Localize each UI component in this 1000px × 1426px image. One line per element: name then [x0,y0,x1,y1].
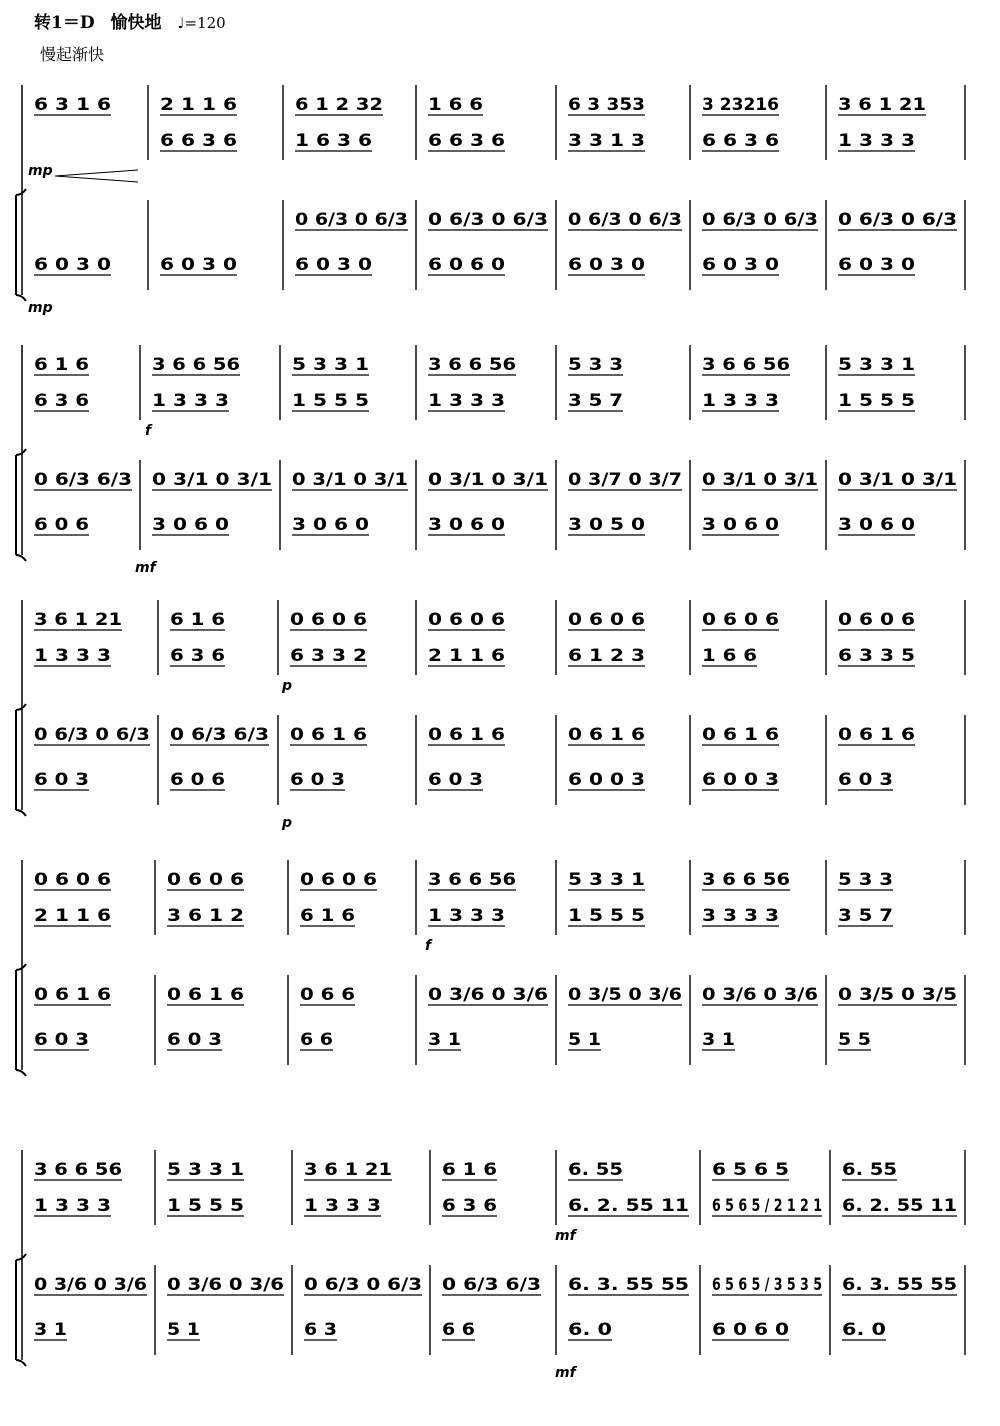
bracket [16,449,26,561]
measure-notes: 6 0 3 [838,770,893,790]
measure-notes: 1 6 6 [702,646,757,666]
measure-notes: 0 3/1 0 3/1 [428,470,548,490]
measure-notes: 1 3 3 3 [304,1196,381,1216]
measure-notes: 6 3 1 6 [34,95,111,115]
measure-notes: 2 1 1 6 [428,646,505,666]
measure-notes: 1 5 5 5 [292,391,369,411]
tempo-word: 愉快地 [110,13,162,33]
measure-notes: 0 6 0 6 [428,610,505,630]
measure-notes: 6 0 6 0 [712,1320,790,1340]
measure-notes: 5 3 3 1 [292,355,369,375]
measure-notes: 6 5 6 5 / 3 5 3 5 [712,1275,822,1295]
dynamic-mark: mf [555,1365,576,1381]
measure-notes: 0 6 0 6 [34,870,111,890]
score-system [0,855,1000,1115]
measure-notes: 3 5 7 [838,906,893,926]
measure-notes: 6. 0 [842,1320,887,1340]
dynamic-mark: mp [28,163,53,179]
measure-notes: 6 3 353 [568,95,645,115]
measure-notes: 3 0 6 0 [152,515,230,535]
measure-notes: 5 5 [838,1030,871,1050]
measure-notes: 6 0 3 [34,770,89,790]
measure-notes: 3 3 1 3 [568,131,645,151]
measure-notes: 0 6/3 0 6/3 [838,210,957,230]
measure-notes: 0 6/3 0 6/3 [34,725,150,745]
measure-notes: 3 0 5 0 [568,515,646,535]
measure-notes: 0 3/1 0 3/1 [702,470,818,490]
measure-notes: 2 1 1 6 [160,95,237,115]
measure-notes: 0 6 1 6 [702,725,779,745]
score-system [0,595,1000,855]
measure-notes: 0 6/3 0 6/3 [702,210,818,230]
measure-notes: 6 3 3 2 [290,646,367,666]
measure-notes: 6 3 6 [442,1196,497,1216]
measure-notes: 6 1 6 [300,906,355,926]
measure-notes: 6 6 3 6 [702,131,779,151]
measure-notes: 1 3 3 3 [428,906,505,926]
measure-notes: 6 5 6 5 [712,1160,789,1180]
measure-notes: 6 0 3 0 [295,255,373,275]
measure-notes: 5 3 3 1 [568,870,645,890]
score-system [0,80,1000,340]
measure-notes: 0 6 1 6 [34,985,111,1005]
dynamic-mark: f [145,423,152,439]
measure-notes: 1 5 5 5 [838,391,915,411]
bracket [16,1254,26,1366]
measure-notes: 0 6/3 0 6/3 [428,210,548,230]
measure-notes: 6 1 2 32 [295,95,383,115]
measure-notes: 6. 3. 55 55 [842,1275,957,1295]
measure-notes: 3 6 6 56 [428,870,516,890]
measure-notes: 1 3 3 3 [702,391,779,411]
measure-notes: 3 6 6 56 [152,355,240,375]
dynamic-mark: f [425,938,432,954]
measure-notes: 0 6 0 6 [167,870,244,890]
measure-notes: 6 0 3 0 [34,255,112,275]
measure-notes: 5 1 [167,1320,200,1340]
measure-notes: 6 0 3 [290,770,345,790]
key-signature: 转1＝D [34,13,95,33]
measure-notes: 6 0 0 3 [702,770,779,790]
measure-notes: 3 0 6 0 [702,515,780,535]
measure-notes: 6. 55 [568,1160,623,1180]
measure-notes: 0 6 6 [300,985,355,1005]
measure-notes: 5 1 [568,1030,601,1050]
measure-notes: 3 6 6 56 [702,355,790,375]
measure-notes: 1 3 3 3 [428,391,505,411]
dynamic-mark: mf [135,560,156,576]
measure-notes: 6 0 6 0 [428,255,506,275]
measure-notes: 6. 2. 55 11 [568,1196,689,1216]
performance-note: 慢起渐快 [40,45,105,64]
measure-notes: 0 3/1 0 3/1 [292,470,408,490]
measure-notes: 1 3 3 3 [152,391,229,411]
measure-notes: 0 6 1 6 [428,725,505,745]
measure-notes: 3 23216 [702,95,779,115]
measure-notes: 3 6 1 2 [167,906,244,926]
measure-notes: 6 0 0 3 [568,770,645,790]
measure-notes: 3 0 6 0 [292,515,370,535]
measure-notes: 0 3/6 0 3/6 [34,1275,147,1295]
measure-notes: 0 6 1 6 [167,985,244,1005]
measure-notes: 3 5 7 [568,391,623,411]
dynamic-mark: p [282,815,293,831]
measure-notes: 3 1 [34,1320,67,1340]
measure-notes: 1 6 6 [428,95,483,115]
tempo-mark: ♩=120 [177,14,226,32]
measure-notes: 3 6 1 21 [34,610,122,630]
measure-notes: 6 0 3 [428,770,483,790]
measure-notes: 6 6 [442,1320,475,1340]
measure-notes: 3 6 1 21 [304,1160,392,1180]
measure-notes: 6 0 6 [170,770,225,790]
score-system [0,1145,1000,1405]
measure-notes: 0 6 0 6 [290,610,367,630]
measure-notes: 1 3 3 3 [838,131,915,151]
bracket [16,189,26,301]
measure-notes: 6 1 6 [34,355,89,375]
measure-notes: 6 3 3 5 [838,646,915,666]
measure-notes: 3 0 6 0 [428,515,506,535]
measure-notes: 1 5 5 5 [167,1196,244,1216]
measure-notes: 0 3/7 0 3/7 [568,470,682,490]
measure-notes: 0 3/5 0 3/6 [568,985,682,1005]
measure-notes: 3 3 3 3 [702,906,779,926]
measure-notes: 0 3/1 0 3/1 [838,470,957,490]
measure-notes: 0 3/6 0 3/6 [167,1275,284,1295]
measure-notes: 6. 3. 55 55 [568,1275,689,1295]
measure-notes: 1 5 5 5 [568,906,645,926]
measure-notes: 1 3 3 3 [34,646,111,666]
measure-notes: 0 3/1 0 3/1 [152,470,272,490]
measure-notes: 0 6 1 6 [568,725,645,745]
measure-notes: 6 1 2 3 [568,646,645,666]
measure-notes: 2 1 1 6 [34,906,111,926]
measure-notes: 6 0 3 0 [702,255,780,275]
measure-notes: 0 6/3 6/3 [170,725,269,745]
score-system [0,340,1000,600]
measure-notes: 0 6 1 6 [290,725,367,745]
measure-notes: 5 3 3 1 [838,355,915,375]
measure-notes: 6 6 3 6 [160,131,237,151]
measure-notes: 3 6 6 56 [34,1160,122,1180]
measure-notes: 6 1 6 [170,610,225,630]
measure-notes: 6 0 3 0 [568,255,646,275]
measure-notes: 0 6 0 6 [300,870,377,890]
measure-notes: 3 6 1 21 [838,95,926,115]
measure-notes: 3 0 6 0 [838,515,916,535]
measure-notes: 3 6 6 56 [428,355,516,375]
dynamic-mark: mf [555,1228,576,1244]
measure-notes: 1 3 3 3 [34,1196,111,1216]
measure-notes: 6 3 6 [170,646,225,666]
measure-notes: 6. 0 [568,1320,613,1340]
measure-notes: 0 6/3 6/3 [442,1275,541,1295]
measure-notes: 3 1 [428,1030,461,1050]
measure-notes: 6. 2. 55 11 [842,1196,957,1216]
measure-notes: 0 3/6 0 3/6 [428,985,548,1005]
measure-notes: 0 6 0 6 [702,610,779,630]
key-tempo-header [34,8,236,33]
bracket [16,964,26,1076]
measure-notes: 5 3 3 [568,355,623,375]
measure-notes: 0 6 0 6 [838,610,915,630]
measure-notes: 6 0 3 [167,1030,222,1050]
measure-notes: 6 6 [300,1030,333,1050]
dynamic-mark: p [282,678,293,694]
measure-notes: 6 0 6 [34,515,89,535]
dynamic-mark: mp [28,300,53,316]
measure-notes: 6 0 3 0 [838,255,916,275]
measure-notes: 6 0 3 [34,1030,89,1050]
measure-notes: 6 1 6 [442,1160,497,1180]
bracket [16,704,26,816]
measure-notes: 5 3 3 1 [167,1160,244,1180]
crescendo-hairpin [55,170,138,182]
measure-notes: 6 3 6 [34,391,89,411]
measure-notes: 5 3 3 [838,870,893,890]
measure-notes: 3 6 6 56 [702,870,790,890]
measure-notes: 0 3/5 0 3/5 [838,985,957,1005]
measure-notes: 0 6/3 0 6/3 [304,1275,422,1295]
measure-notes: 0 3/6 0 3/6 [702,985,818,1005]
measure-notes: 0 6 1 6 [838,725,915,745]
measure-notes: 6 6 3 6 [428,131,505,151]
measure-notes: 6. 55 [842,1160,897,1180]
measure-notes: 3 1 [702,1030,735,1050]
measure-notes: 1 6 3 6 [295,131,372,151]
measure-notes: 6 0 3 0 [160,255,238,275]
measure-notes: 6 3 [304,1320,337,1340]
measure-notes: 0 6/3 6/3 [34,470,132,490]
measure-notes: 0 6 0 6 [568,610,645,630]
measure-notes: 0 6/3 0 6/3 [568,210,682,230]
measure-notes: 0 6/3 0 6/3 [295,210,408,230]
measure-notes: 6 5 6 5 / 2 1 2 1 [712,1196,822,1216]
